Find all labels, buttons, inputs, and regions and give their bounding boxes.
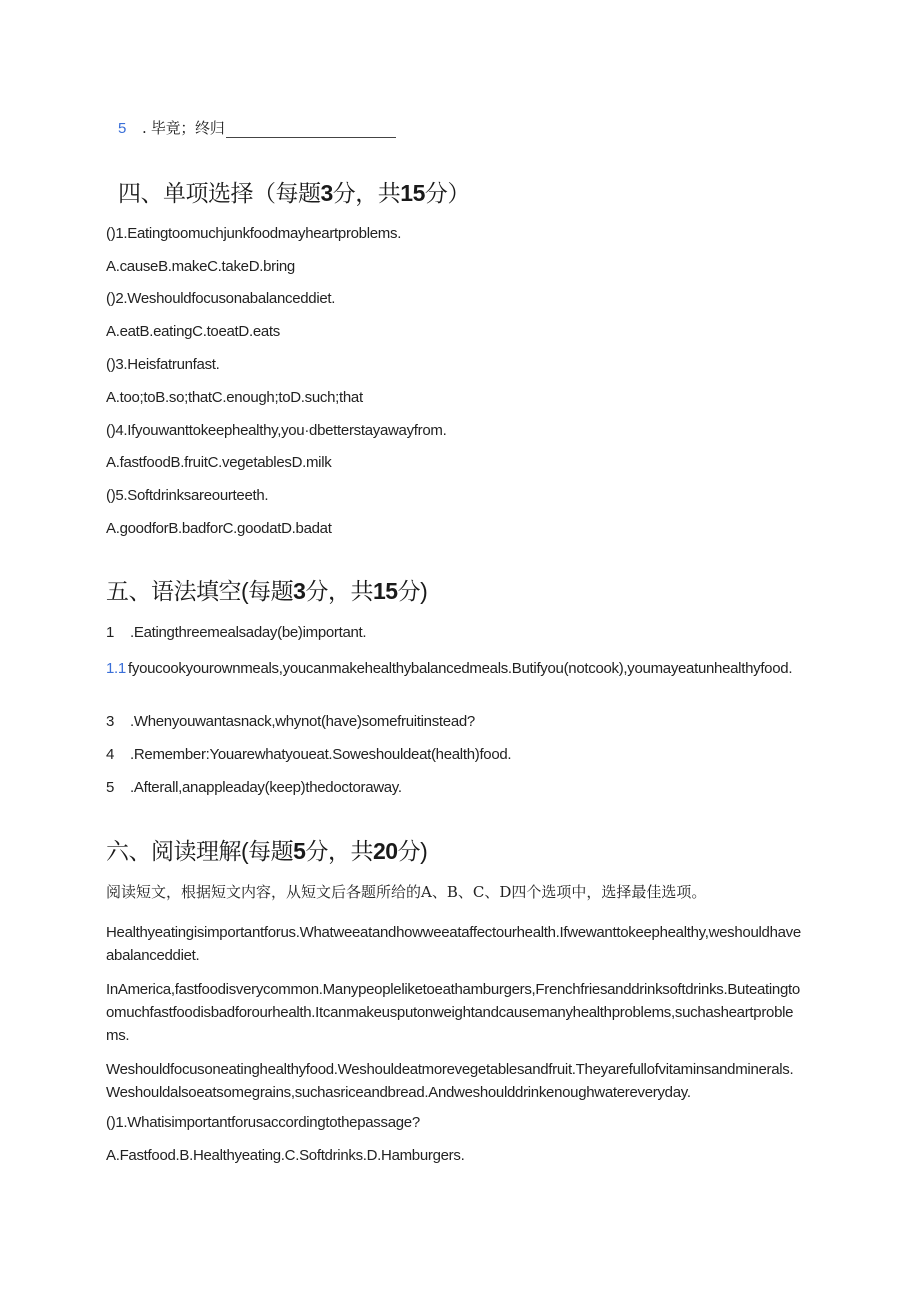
mc-options-2: A.eatB.eatingC.toeatD.eats: [106, 323, 280, 340]
grammar-item-4: 4 .Remember:Youarewhatyoueat.Soweshouldeat(health)food.: [106, 746, 512, 763]
passage-paragraph-3: Weshouldfocusoneatinghealthyfood.Weshouldeatmorevegetablesandfruit.Theyarefullofvitaminsandminerals.Weshouldalsoeatsomegrains,suchasriceandbread.Andweshoulddrinkenoughwatereveryday.: [106, 1061, 794, 1101]
reading-instruction: 阅读短文，根据短文内容，从短文后各题所给的A、B、C、D四个选项中，选择最佳选项。: [106, 883, 707, 901]
reading-question-1: ()1.Whatisimportantforusaccordingtothepassage?: [106, 1114, 420, 1131]
mc-question-5: ()5.Softdrinksareourteeth.: [106, 487, 269, 504]
item-number: 5: [118, 120, 127, 137]
mc-question-3: ()3.Heisfatrunfast.: [106, 356, 220, 373]
section-6-heading: 六、阅读理解(每题5分，共20分): [106, 838, 428, 864]
passage-paragraph-2: InAmerica,fastfoodisverycommon.Manypeopleliketoeathamburgers,Frenchfriesanddrinksoftdrinks.Buteatingtoomuchfastfoodisbadforourhealth.Itcanmakeusputonweightandcausemanyhealthproblems,suchasheartproblems.: [106, 981, 800, 1044]
mc-options-4: A.fastfoodB.fruitC.vegetablesD.milk: [106, 454, 332, 471]
reading-options-1: A.Fastfood.B.Healthyeating.C.Softdrinks.D.Hamburgers.: [106, 1147, 465, 1164]
grammar-item-2: 1.1 fyoucookyourownmeals,youcanmakehealthybalancedmeals.Butifyou(notcook),youmayeatunhealthyfood.: [106, 660, 793, 677]
mc-options-3: A.too;toB.so;thatC.enough;toD.such;that: [106, 389, 363, 406]
grammar-item-5: 5 .Afterall,anappleaday(keep)thedoctoraway.: [106, 779, 402, 796]
mc-options-1: A.causeB.makeC.takeD.bring: [106, 258, 295, 275]
mc-question-4: ()4.Ifyouwanttokeephealthy,you·dbetterstayawayfrom.: [106, 422, 447, 439]
mc-question-1: ()1.Eatingtoomuchjunkfoodmayheartproblems.: [106, 225, 402, 242]
answer-blank[interactable]: [226, 123, 396, 138]
vocab-item-5: [118, 117, 396, 138]
section-4-heading: 四、单项选择（每题3分，共15分）: [118, 180, 470, 206]
section-5-heading: 五、语法填空(每题3分，共15分): [106, 578, 428, 604]
item-text: . 毕竟；终归: [142, 119, 225, 137]
grammar-item-1: 1 .Eatingthreemealsaday(be)important.: [106, 624, 367, 641]
mc-question-2: ()2.Weshouldfocusonabalanceddiet.: [106, 290, 336, 307]
passage-paragraph-1: Healthyeatingisimportantforus.Whatweeatandhowweeataffectourhealth.Ifwewanttokeephealthy,weshouldhaveabalanceddiet.: [106, 924, 801, 964]
grammar-item-3: 3 .Whenyouwantasnack,whynot(have)somefruitinstead?: [106, 713, 475, 730]
mc-options-5: A.goodforB.badforC.goodatD.badat: [106, 520, 332, 537]
